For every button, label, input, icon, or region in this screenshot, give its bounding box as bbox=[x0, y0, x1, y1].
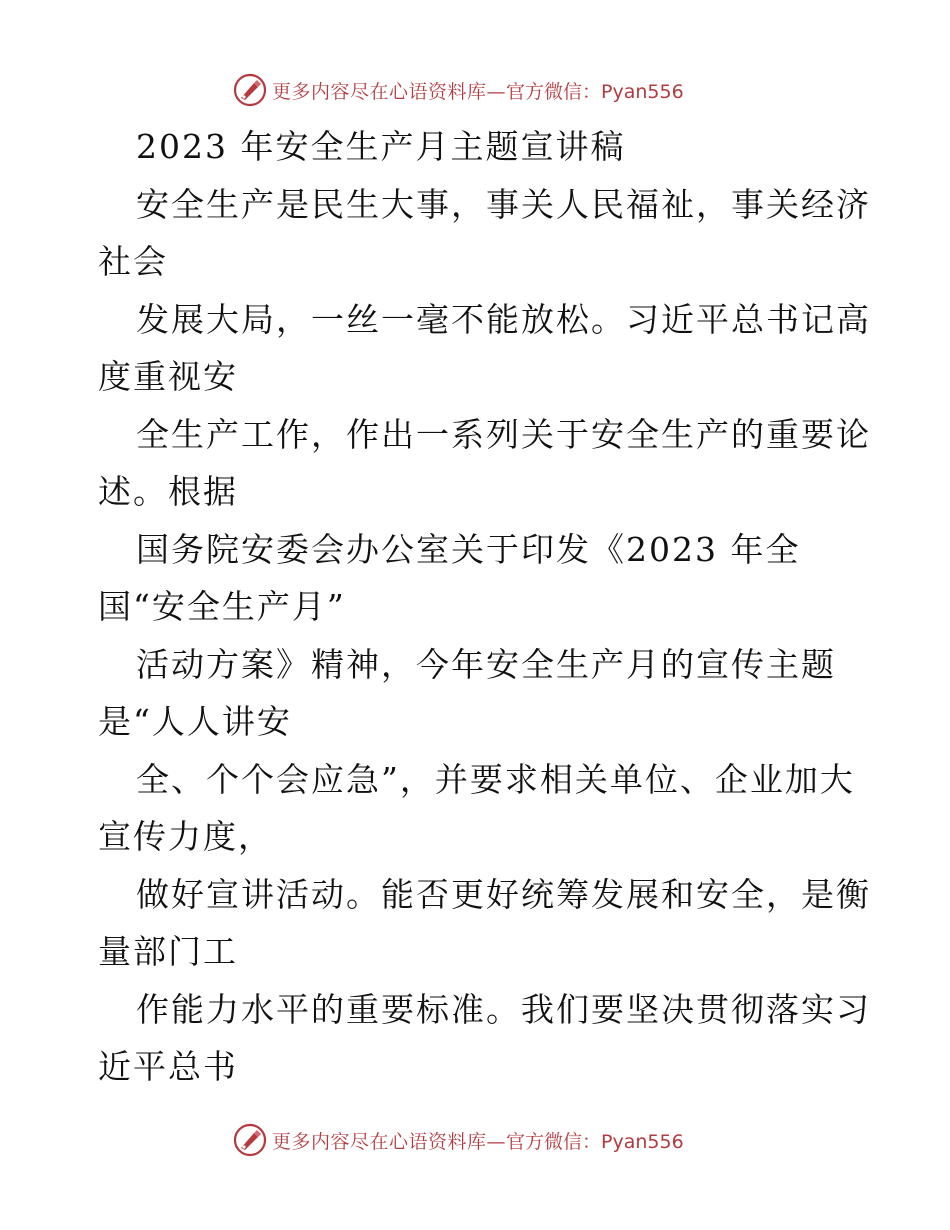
document-title: 2023 年安全生产月主题宣讲稿 bbox=[136, 127, 626, 166]
text-line: 宣传力度， bbox=[98, 817, 273, 856]
text-line: 述。根据 bbox=[98, 472, 238, 511]
footer-banner bbox=[232, 1120, 684, 1160]
text-line: 发展大局，一丝一毫不能放松。习近平总书记高 bbox=[136, 299, 871, 339]
brand-text: 更多内容尽在心语资料库— bbox=[272, 80, 507, 103]
contact-text: 官方微信：Pyan556 bbox=[506, 80, 684, 103]
brand-text: 更多内容尽在心语资料库— bbox=[272, 1130, 507, 1153]
text-line: 活动方案》精神，今年安全生产月的宣传主题 bbox=[136, 644, 836, 684]
text-line: 作能力水平的重要标准。我们要坚决贯彻落实习 bbox=[136, 989, 871, 1029]
text-line: 安全生产是民生大事，事关人民福祉，事关经济 bbox=[136, 184, 871, 224]
text-line: 全生产工作，作出一系列关于安全生产的重要论 bbox=[136, 414, 871, 454]
contact-text: 官方微信：Pyan556 bbox=[506, 1130, 684, 1153]
pen-nib-logo-icon bbox=[232, 1122, 268, 1158]
text-line: 度重视安 bbox=[98, 357, 238, 396]
document-body bbox=[98, 118, 871, 1096]
text-line: 量部门工 bbox=[98, 932, 238, 971]
header-banner bbox=[232, 70, 684, 110]
text-line: 做好宣讲活动。能否更好统筹发展和安全，是衡 bbox=[136, 874, 871, 914]
text-line: 近平总书 bbox=[98, 1047, 238, 1086]
text-line: 国务院安委会办公室关于印发《2023 年全 bbox=[136, 529, 801, 569]
text-line: 是“人人讲安 bbox=[98, 702, 292, 741]
pen-nib-logo-icon bbox=[232, 72, 268, 108]
text-line: 全、个个会应急”，并要求相关单位、企业加大 bbox=[136, 759, 855, 799]
text-line: 国“安全生产月” bbox=[98, 587, 346, 626]
text-line: 社会 bbox=[98, 242, 168, 281]
